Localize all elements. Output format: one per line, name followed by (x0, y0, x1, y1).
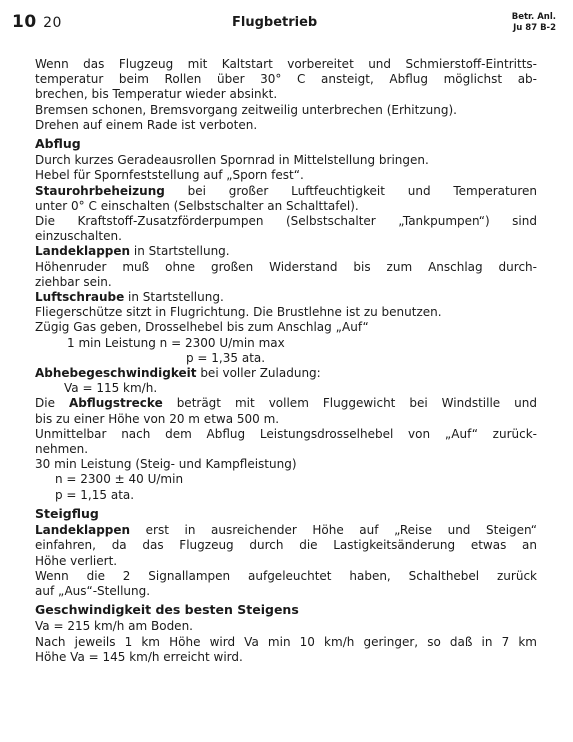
term-staurohrbeheizung: Staurohrbeheizung (35, 183, 165, 198)
section-heading-abflug: Abflug (35, 136, 81, 152)
text-line: Wenn die 2 Signallampen aufgeleuchtet haben, Schalthebel zurück (35, 568, 537, 583)
text-line: einzuschalten. (35, 229, 122, 244)
text-line: Nach jeweils 1 km Höhe wird Va min 10 km/h geringer, so daß in 7 km (35, 634, 537, 649)
text-line: Unmittelbar nach dem Abflug Leistungsdrosselhebel von „Auf“ zurück- (35, 426, 537, 441)
text-line: p = 1,35 ata. (186, 350, 266, 365)
text-line: ziehbar sein. (35, 274, 112, 289)
page-number-sub: 20 (43, 15, 62, 31)
term-landeklappen: Landeklappen (35, 244, 131, 259)
text-line: 30 min Leistung (Steig- und Kampfleistung) (35, 457, 297, 472)
text-line: Va = 215 km/h am Boden. (35, 619, 193, 634)
text-line: Wenn das Flugzeug mit Kaltstart vorbereitet und Schmierstoff-Eintritts- (35, 57, 537, 71)
text-line: einfahren, da das Flugzeug durch die Lastigkeitsänderung etwas an (35, 538, 537, 553)
text-line (35, 396, 537, 411)
text-line: Va = 115 km/h. (64, 381, 158, 396)
text-line: Drehen auf einem Rade ist verboten. (35, 117, 258, 132)
text-fragment: bei großer Luftfeuchtigkeit und Temperaturen (164, 183, 537, 198)
text-fragment: erst in ausreichender Höhe auf „Reise und Steigen“ (130, 523, 537, 538)
term-abhebegeschwindigkeit: Abhebegeschwindigkeit (35, 366, 197, 381)
text-fragment: bei voller Zuladung: (196, 366, 321, 381)
text-line (35, 244, 537, 259)
text-line: Die Kraftstoff-Zusatzförderpumpen (Selbstschalter „Tankpumpen“) sind (35, 214, 537, 229)
text-line (35, 523, 537, 538)
page-title: Flugbetrieb (232, 15, 318, 30)
text-line: Höhe verliert. (35, 553, 118, 568)
text-line: Zügig Gas geben, Drosselhebel bis zum Anschlag „Auf“ (35, 320, 369, 335)
text-line: bis zu einer Höhe von 20 m etwa 500 m. (35, 411, 280, 426)
document-reference (512, 12, 556, 34)
steigen-section (35, 602, 537, 665)
page-number-main: 10 (12, 12, 37, 32)
steigflug-section (35, 506, 537, 599)
text-fragment: in Startstellung. (130, 244, 230, 259)
text-line: Hebel für Spornfeststellung auf „Sporn fest“. (35, 168, 304, 183)
text-line: auf „Aus“-Stellung. (35, 583, 151, 598)
text-line (35, 290, 537, 305)
text-line: 1 min Leistung n = 2300 U/min max (67, 335, 285, 350)
text-line: brechen, bis Temperatur wieder absinkt. (35, 87, 278, 102)
text-line: temperatur beim Rollen über 30° C ansteigt, Abflug möglichst ab- (35, 72, 537, 87)
text-line: Höhenruder muß ohne großen Widerstand bis zum Anschlag durch- (35, 259, 537, 274)
document-body (35, 57, 537, 665)
text-line (35, 366, 537, 381)
term-landeklappen: Landeklappen (35, 523, 131, 538)
text-line: n = 2300 ± 40 U/min (55, 472, 184, 487)
page-number (12, 12, 62, 32)
reference-line-2: Ju 87 B-2 (513, 23, 556, 33)
text-line: Durch kurzes Geradeausrollen Spornrad in Mittelstellung bringen. (35, 153, 429, 168)
text-line: Bremsen schonen, Bremsvorgang zeitweilig unterbrechen (Erhitzung). (35, 102, 457, 117)
intro-section (35, 57, 537, 133)
text-fragment: beträgt mit vollem Fluggewicht bei Windstille und (162, 396, 537, 411)
section-heading-steigflug: Steigflug (35, 505, 99, 521)
text-fragment: in Startstellung. (124, 290, 224, 305)
term-luftschraube: Luftschraube (35, 290, 125, 305)
abflug-section (35, 136, 537, 503)
text-line (35, 184, 537, 199)
text-line: p = 1,15 ata. (55, 487, 135, 502)
text-fragment: Die (35, 396, 69, 411)
text-line: unter 0° C einschalten (Selbstschalter an Schalttafel). (35, 198, 359, 213)
term-abflugstrecke: Abflugstrecke (68, 396, 163, 411)
text-line: Höhe Va = 145 km/h erreicht wird. (35, 649, 243, 664)
reference-line-1: Betr. Anl. (511, 12, 556, 22)
text-line: Fliegerschütze sitzt in Flugrichtung. Die Brustlehne ist zu benutzen. (35, 305, 442, 320)
text-line: nehmen. (35, 442, 89, 457)
section-heading-bestes-steigen: Geschwindigkeit des besten Steigens (35, 602, 299, 618)
